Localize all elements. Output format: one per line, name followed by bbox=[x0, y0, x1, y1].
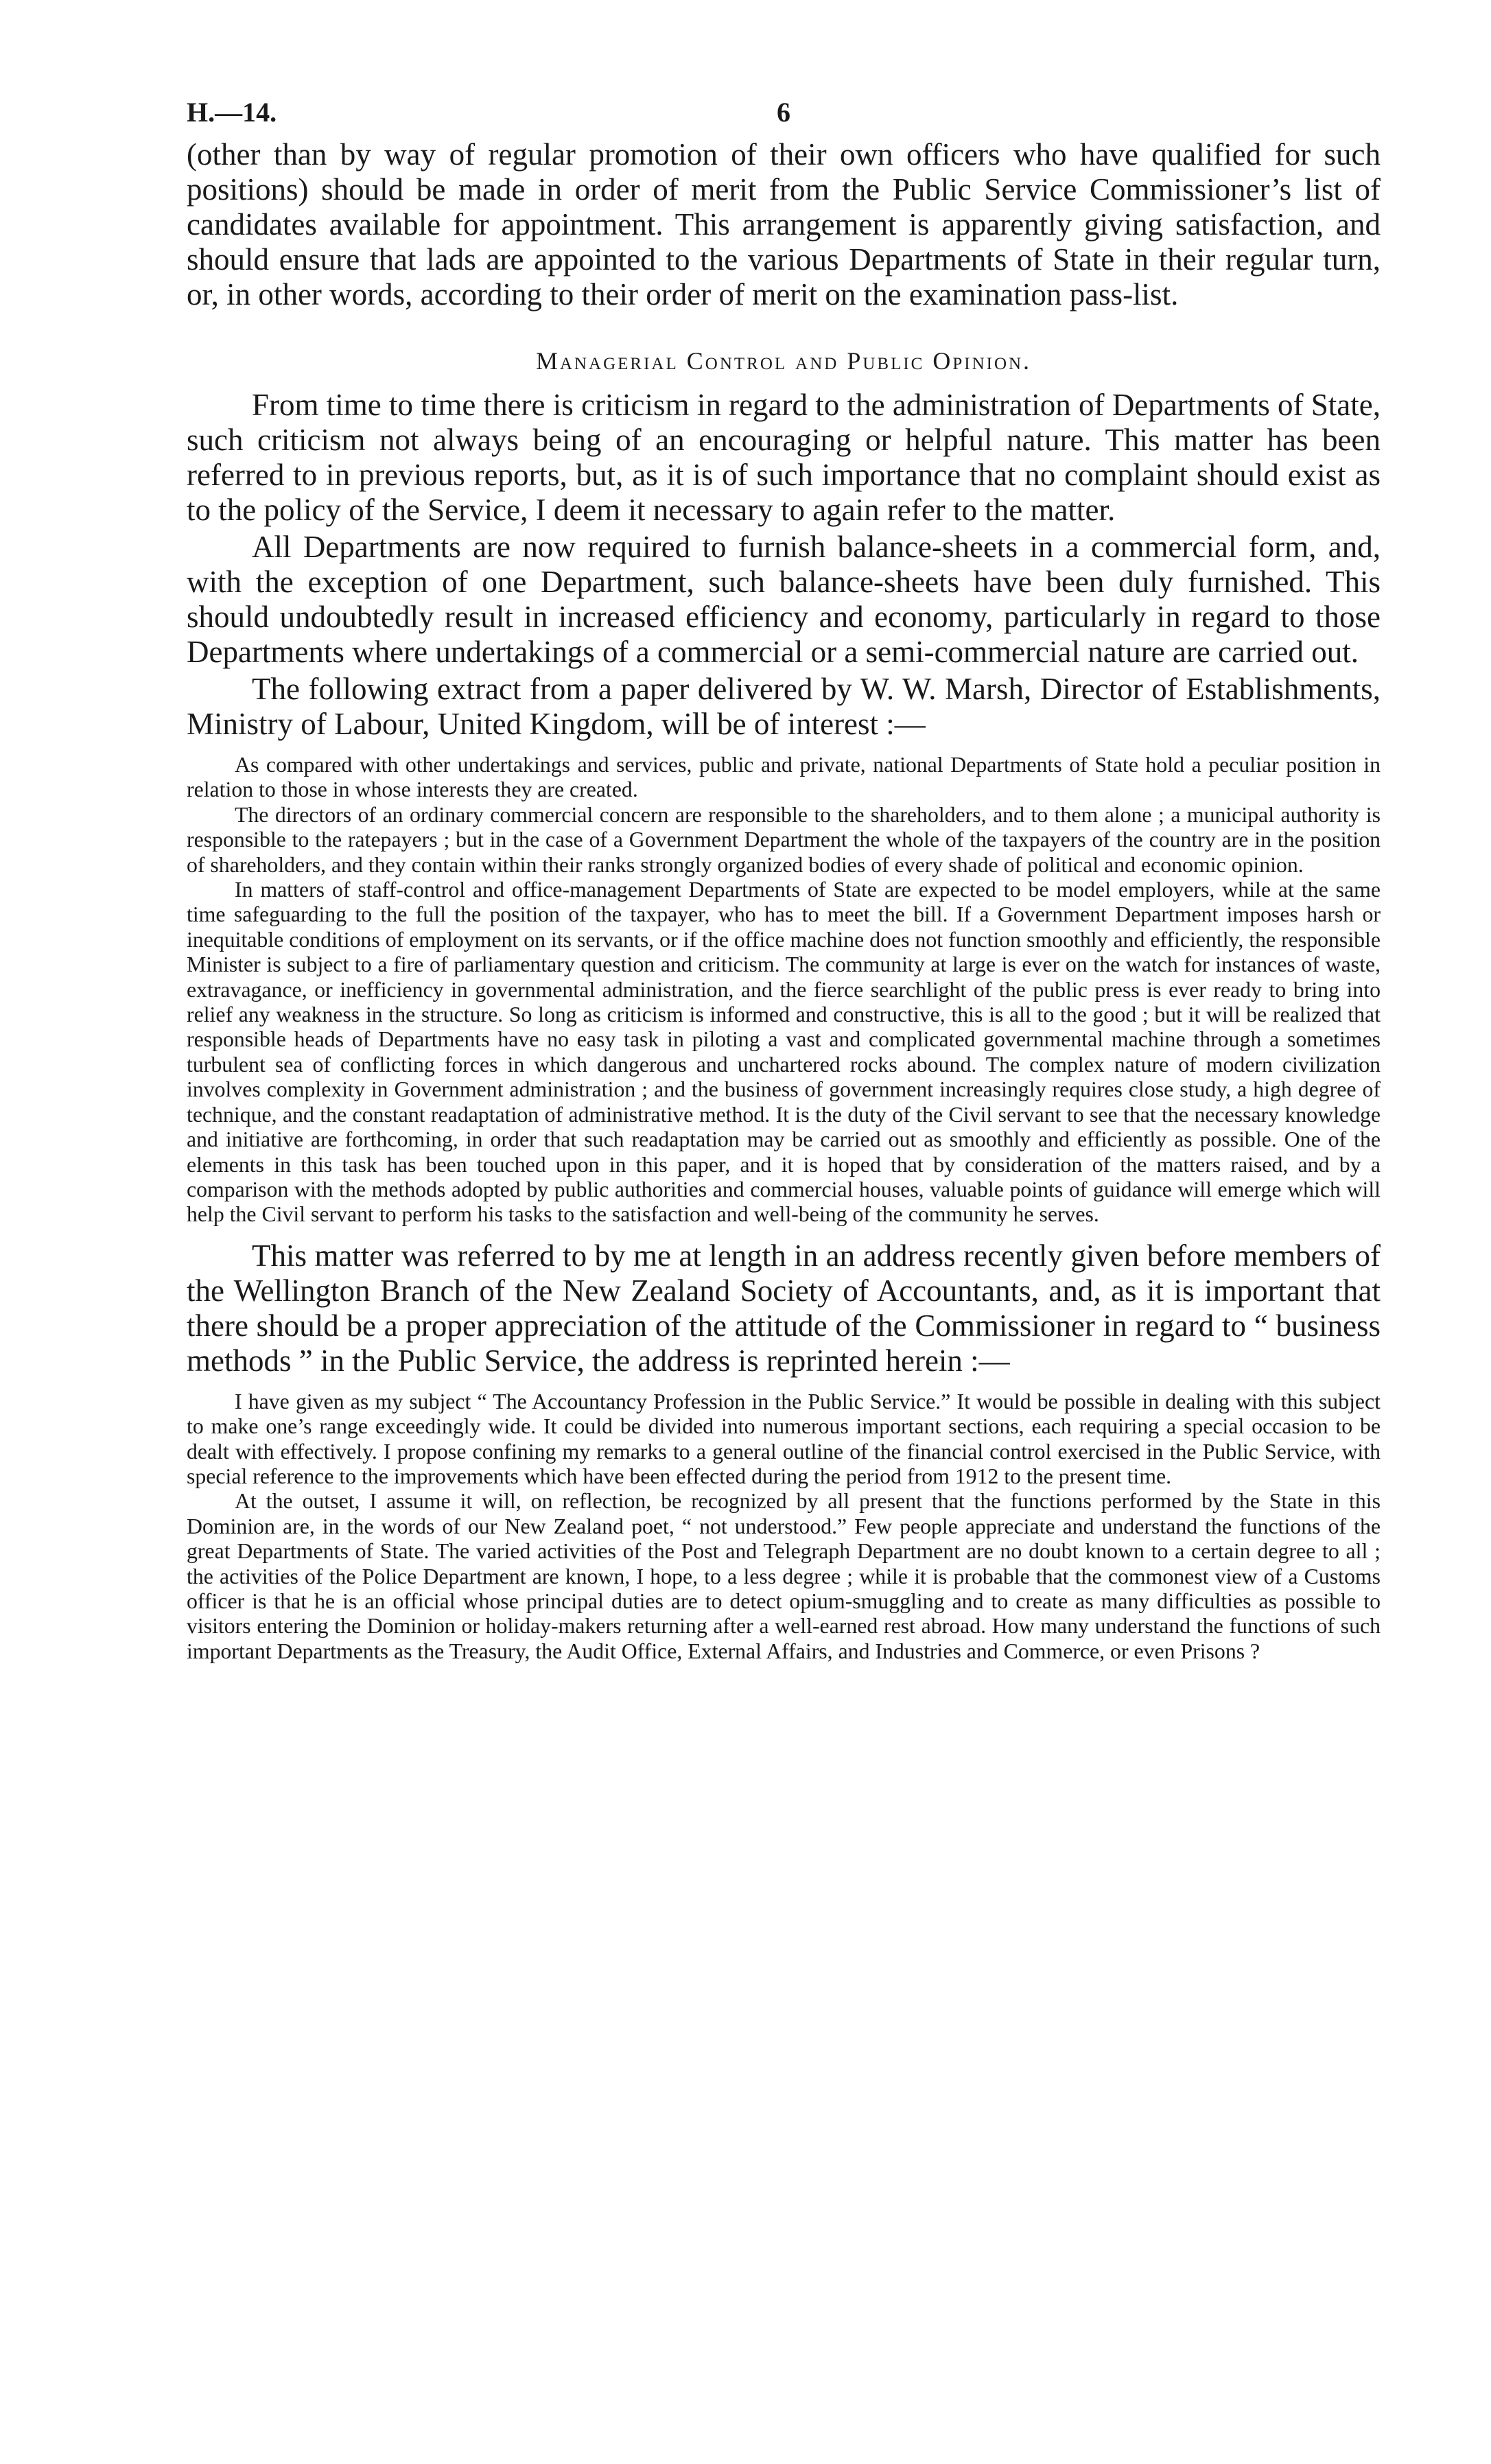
address-paragraph: I have given as my subject “ The Accountancy Profession in the Public Service.” It would be possible in dealing with this subject to make one’s range exceedingly wide. It could be divided into numerous important sections, each requiring a special occasion to be dealt with effectively. I propose confining my remarks to a general outline of the financial control exercised in the Public Service, with special reference to the improvements which have been effected during the period from 1912 to the present time. bbox=[187, 1389, 1381, 1488]
page-header bbox=[187, 96, 1381, 137]
document-reference: H.—14. bbox=[187, 97, 277, 128]
reprinted-address bbox=[187, 1389, 1381, 1664]
extract-paragraph: The directors of an ordinary commercial concern are responsible to the shareholders, and to them alone ; a municipal authority is responsible to the ratepayers ; but in the case of a Government Department the whole of the taxpayers of the country are in the position of shareholders, and they contain within their ranks strongly organized bodies of every shade of political and economic opinion. bbox=[187, 802, 1381, 877]
extract-paragraph: As compared with other undertakings and services, public and private, national Departments of State hold a peculiar position in relation to those in whose interests they are created. bbox=[187, 753, 1381, 802]
document-page bbox=[187, 96, 1381, 1675]
address-intro-paragraph: This matter was referred to by me at length in an address recently given before members of the Wellington Branch of the New Zealand Society of Accountants, and, as it is important that there should be a proper appreciation of the attitude of the Commissioner in regard to “ business methods ” in the Public Service, the address is reprinted herein :— bbox=[187, 1238, 1381, 1378]
page-number: 6 bbox=[777, 97, 790, 128]
extract-paragraph: In matters of staff-control and office-management Departments of State are expected to be model employers, while at the same time safeguarding to the full the position of the taxpayer, who has to meet the bill. If a Government Department imposes harsh or inequitable conditions of employment on its servants, or if the office machine does not function smoothly and efficiently, the responsible Minister is subject to a fire of parliamentary question and criticism. The community at large is ever on the watch for instances of waste, extravagance, or inefficiency in governmental administration, and the fierce searchlight of the public press is ever ready to bring into relief any weakness in the structure. So long as criticism is informed and constructive, this is all to the good ; but it will be realized that responsible heads of Departments have no easy task in piloting a vast and complicated governmental machine through a sometimes turbulent sea of conflicting forces in which dangerous and unchartered rocks abound. The complex nature of modern civilization involves complexity in Government administration ; and the business of government increasingly requires close study, a high degree of technique, and the constant readaptation of administrative method. It is the duty of the Civil servant to see that the necessary knowledge and initiative are forthcoming, in order that such readaptation may be carried out as smoothly and efficiently as possible. One of the elements in this task has been touched upon in this paper, and it is hoped that by consideration of the matters raised, and by a comparison with the methods adopted by public authorities and commercial houses, valuable points of guidance will emerge which will help the Civil servant to perform his tasks to the satisfaction and well-being of the community he serves. bbox=[187, 878, 1381, 1227]
body-paragraph: From time to time there is criticism in regard to the administration of Departments of State, such criticism not always being of an encouraging or helpful nature. This matter has been referred to in previous reports, but, as it is of such importance that no complaint should exist as to the policy of the Service, I deem it necessary to again refer to the matter. bbox=[187, 388, 1381, 527]
intro-paragraph: (other than by way of regular promotion of their own officers who have qualified for such positions) should be made in order of merit from the Public Service Commissioner’s list of candidates available for appointment. This arrangement is apparently giving satisfaction, and should ensure that lads are appointed to the various Departments of State in their regular turn, or, in other words, according to their order of merit on the examination pass-list. bbox=[187, 137, 1381, 312]
section-heading: Managerial Control and Public Opinion. bbox=[535, 347, 1032, 375]
marsh-extract bbox=[187, 753, 1381, 1228]
body-paragraph: All Departments are now required to furnish balance-sheets in a commercial form, and, with the exception of one Department, such balance-sheets have been duly furnished. This should undoubtedly result in increased efficiency and economy, particularly in regard to those Departments where undertakings of a commercial or a semi-commercial nature are carried out. bbox=[187, 530, 1381, 669]
body-paragraph: The following extract from a paper delivered by W. W. Marsh, Director of Establishments, Ministry of Labour, United Kingdom, will be of interest :— bbox=[187, 672, 1381, 741]
address-paragraph: At the outset, I assume it will, on reflection, be recognized by all present that the functions performed by the State in this Dominion are, in the words of our New Zealand poet, “ not understood.” Few people appreciate and understand the functions of the great Departments of State. The varied activities of the Post and Telegraph Department are no doubt known to a certain degree to all ; the activities of the Police Department are known, I hope, to a less degree ; while it is probable that the commonest view of a Customs officer is that he is an official whose principal duties are to detect opium-smuggling and to create as many difficulties as possible to visitors entering the Dominion or holiday-makers returning after a well-earned rest abroad. How many understand the functions of such important Departments as the Treasury, the Audit Office, External Affairs, and Industries and Commerce, or even Prisons ? bbox=[187, 1489, 1381, 1663]
